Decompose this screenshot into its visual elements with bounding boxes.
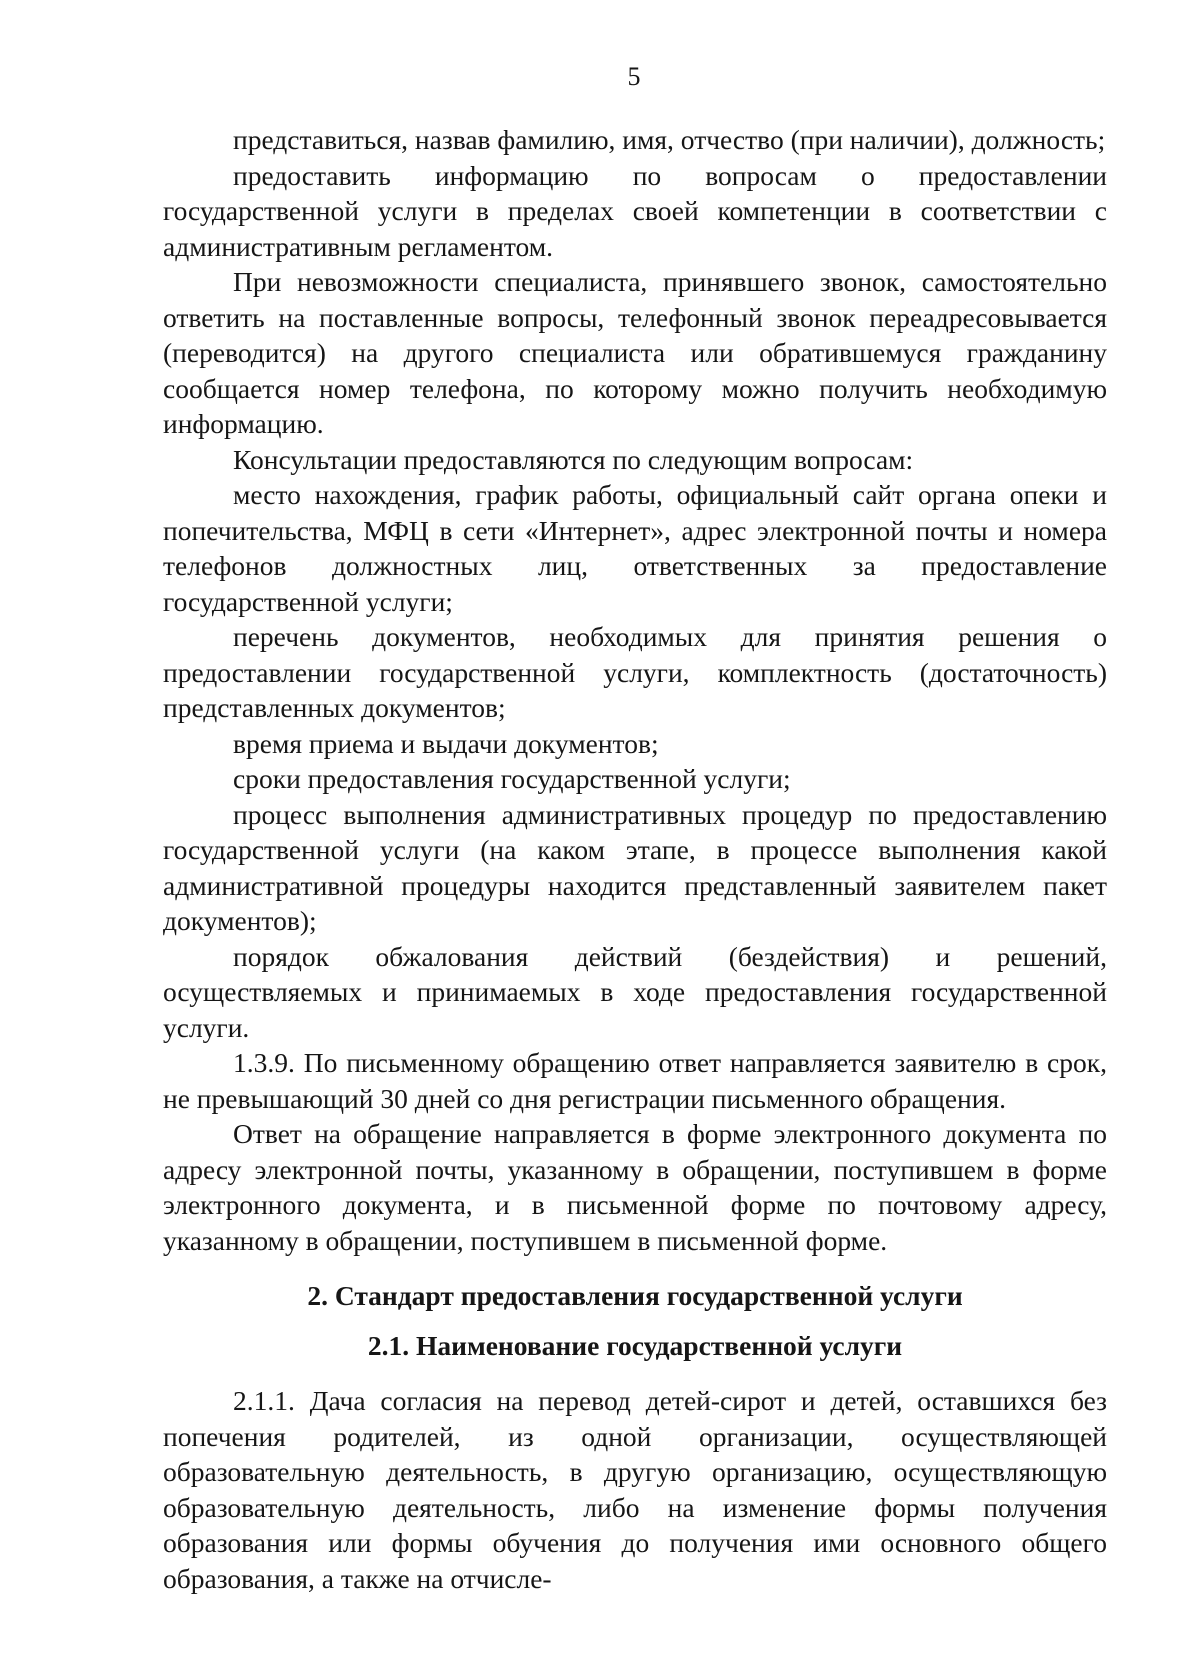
paragraph: При невозможности специалиста, принявшего звонок, самостоятельно ответить на поставленные вопросы, телефонный звонок переадресовывается (переводится) на другого специалиста или обратившемуся гражданину сообщается номер телефона, по которому можно получить необходимую информацию. [163,266,1107,439]
paragraph: Консультации предоставляются по следующим вопросам: [233,443,914,475]
subsection-heading: 2.1. Наименование государственной услуги [367,1329,903,1361]
paragraph: сроки предоставления государственной услуги; [233,763,791,794]
page-number: 5 [627,62,641,91]
paragraph: процесс выполнения административных процедур по предоставлению государственной услуги (на каком этапе, в процессе выполнения какой административной процедуры находится представленный заявителем пакет документов); [163,798,1107,936]
paragraph: представиться, назвав фамилию, имя, отчество (при наличии), должность; [233,124,1106,155]
document-body [163,122,1107,1596]
paragraph: 1.3.9. По письменному обращению ответ направляется заявителю в срок, не превышающий 30 дней со дня регистрации письменного обращения. [163,1047,1107,1114]
paragraph: 2.1.1. Дача согласия на перевод детей-сирот и детей, оставшихся без попечения родителей, из одной организации, осуществляющей образовательную деятельность, в другую организацию, осуществляющую образовательную деятельность, либо на изменение формы получения образования или формы обучения до получения ими основного общего образования, а также на отчисле- [163,1385,1107,1594]
paragraph: место нахождения, график работы, официальный сайт органа опеки и попечительства, МФЦ в сети «Интернет», адрес электронной почты и номера телефонов должностных лиц, ответственных за предоставление государственной услуги; [163,479,1107,617]
paragraph: Ответ на обращение направляется в форме электронного документа по адресу электронной почты, указанному в обращении, поступившем в форме электронного документа, и в письменной форме по почтовому адресу, указанному в обращении, поступившем в письменной форме. [163,1118,1107,1256]
paragraph: время приема и выдачи документов; [233,727,659,759]
paragraph: предоставить информацию по вопросам о предоставлении государственной услуги в пределах своей компетенции в соответствии с административным регламентом. [163,159,1107,262]
paragraph: перечень документов, необходимых для принятия решения о предоставлении государственной услуги, комплектность (достаточность) представленных документов; [163,621,1107,723]
section-heading: 2. Стандарт предоставления государственной услуги [307,1280,963,1311]
paragraph: порядок обжалования действий (бездействия) и решений, осуществляемых и принимаемых в ходе предоставления государственной услуги. [163,940,1107,1043]
